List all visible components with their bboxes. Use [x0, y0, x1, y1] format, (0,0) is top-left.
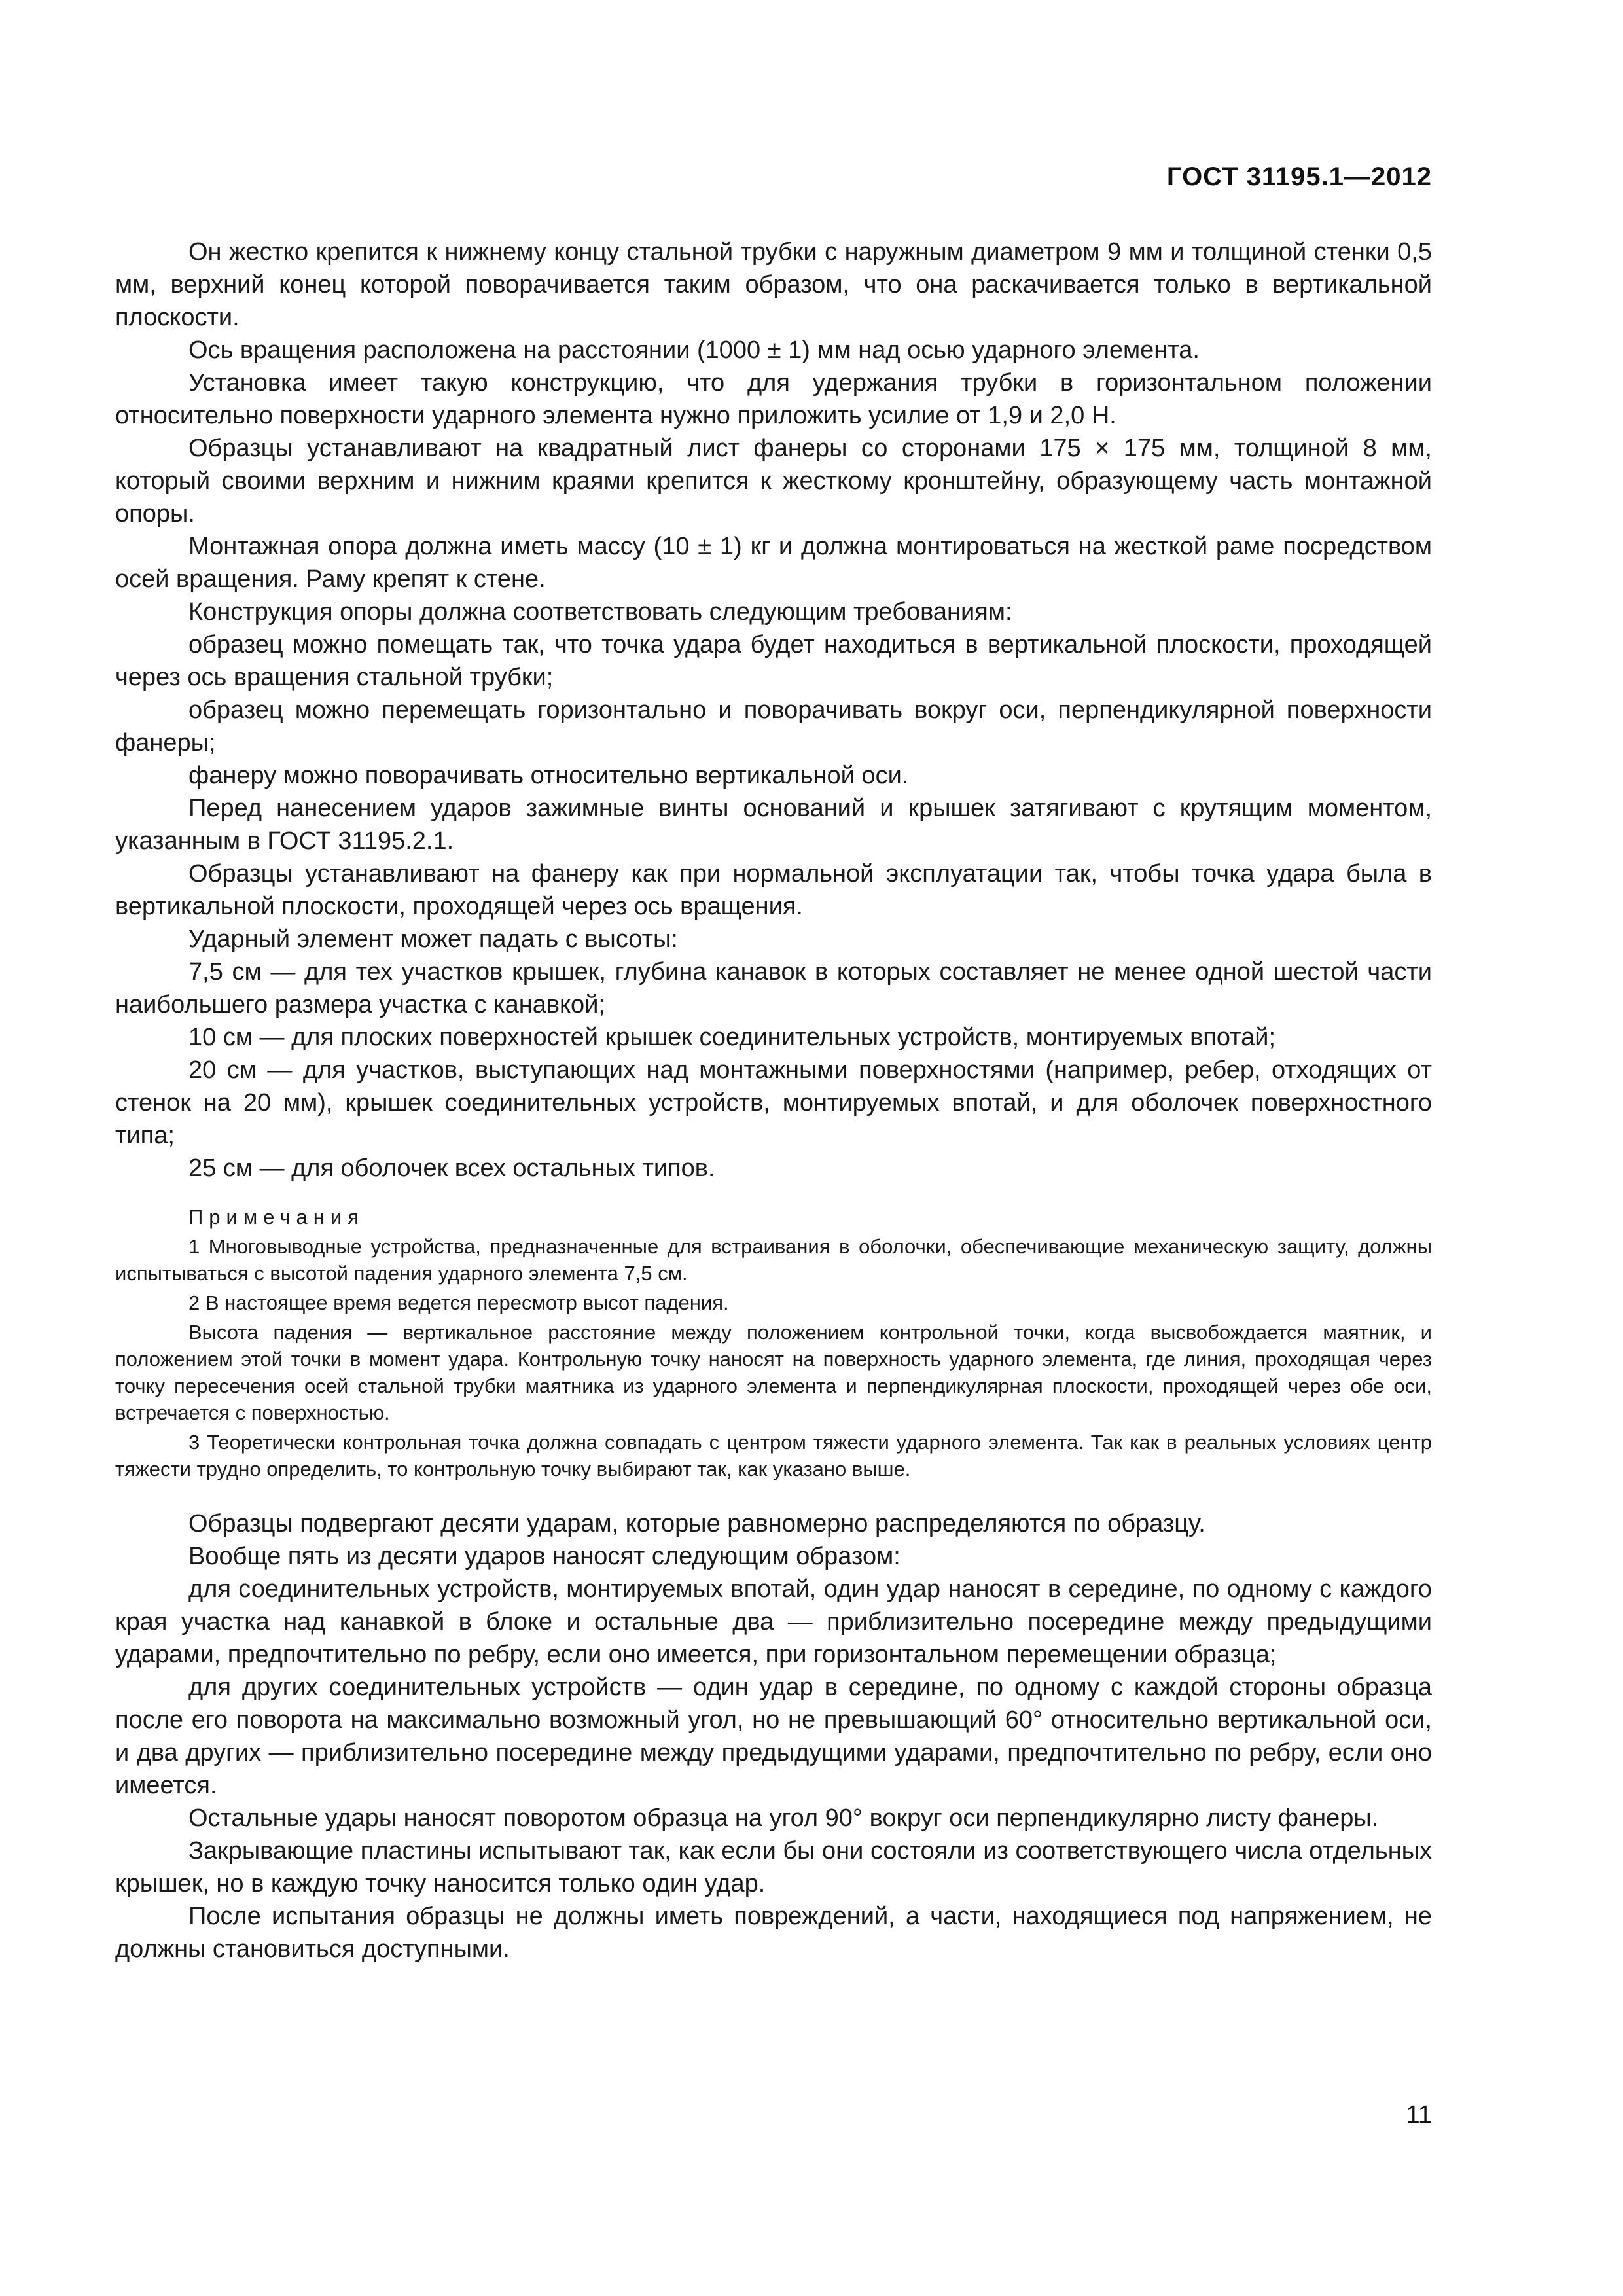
paragraph: Образцы устанавливают на фанеру как при нормальной эксплуатации так, чтобы точка удара была в вертикальной плоскости, проходящей через ось вращения.: [115, 860, 1432, 920]
list-item: образец можно перемещать горизонтально и поворачивать вокруг оси, перпендикулярной поверхности фанеры;: [115, 696, 1432, 757]
list-item: образец можно помещать так, что точка удара будет находиться в вертикальной плоскости, проходящей через ось вращения стальной трубки;: [115, 631, 1432, 691]
standard-header: ГОСТ 31195.1—2012: [1166, 162, 1432, 191]
paragraph: Вообще пять из десяти ударов наносят следующим образом:: [188, 1543, 901, 1570]
paragraph: Ударный элемент может падать с высоты:: [188, 925, 678, 953]
list-item: 7,5 см — для тех участков крышек, глубина канавок в которых составляет не менее одной шестой части наибольшего размера участка с канавкой;: [115, 958, 1432, 1018]
notes-title: Примечания: [188, 1206, 365, 1229]
note-item: 3 Теоретически контрольная точка должна совпадать с центром тяжести ударного элемента. Так как в реальных условиях центр тяжести трудно определить, то контрольную точку выбирают так, как указано выше.: [115, 1431, 1432, 1480]
paragraph: После испытания образцы не должны иметь повреждений, а части, находящиеся под напряжением, не должны становиться доступными.: [115, 1903, 1432, 1963]
notes-block: [115, 1204, 1432, 1482]
list-item: для соединительных устройств, монтируемых впотай, один удар наносят в середине, по одному с каждого края участка над канавкой в блоке и остальные два — приблизительно посередине между предыдущими ударами, предпочтительно по ребру, если оно имеется, при горизонтальном перемещении образца;: [115, 1575, 1432, 1668]
paragraph: Монтажная опора должна иметь массу (10 ± 1) кг и должна монтироваться на жесткой раме посредством осей вращения. Раму крепят к стене.: [115, 533, 1432, 593]
note-item: Высота падения — вертикальное расстояние между положением контрольной точки, когда высвобождается маятник, и положением этой точки в момент удара. Контрольную точку наносят на поверхность ударного элемента, где линия, проходящая через точку пересечения осей стальной трубки маятника из ударного элемента и перпендикулярная плоскости, проходящей через обе оси, встречается с поверхностью.: [115, 1321, 1432, 1424]
list-item: для других соединительных устройств — один удар в середине, по одному с каждой стороны образца после его поворота на максимально возможный угол, но не превышающий 60° относительно вертикальной оси, и два других — приблизительно посередине между предыдущими ударами, предпочтительно по ребру, если оно имеется.: [115, 1674, 1432, 1799]
paragraph: Установка имеет такую конструкцию, что для удержания трубки в горизонтальном положении относительно поверхности ударного элемента нужно приложить усилие от 1,9 и 2,0 Н.: [115, 369, 1432, 429]
note-item: 1 Многовыводные устройства, предназначенные для встраивания в оболочки, обеспечивающие механическую защиту, должны испытываться с высотой падения ударного элемента 7,5 см.: [115, 1235, 1432, 1285]
paragraph: Остальные удары наносят поворотом образца на угол 90° вокруг оси перпендикулярно листу фанеры.: [188, 1804, 1379, 1832]
paragraph: Образцы устанавливают на квадратный лист фанеры со сторонами 175 × 175 мм, толщиной 8 мм, который своими верхним и нижним краями крепится к жесткому кронштейну, образующему часть монтажной опоры.: [115, 435, 1432, 528]
page-number: 11: [1406, 2101, 1432, 2128]
list-item: фанеру можно поворачивать относительно вертикальной оси.: [188, 762, 909, 789]
list-item: 10 см — для плоских поверхностей крышек соединительных устройств, монтируемых впотай;: [188, 1024, 1276, 1051]
paragraph: Он жестко крепится к нижнему концу стальной трубки с наружным диаметром 9 мм и толщиной стенки 0,5 мм, верхний конец которой поворачивается таким образом, что она раскачивается только в вертикальной плоскости.: [115, 238, 1432, 331]
list-item: 25 см — для оболочек всех остальных типов.: [188, 1155, 715, 1182]
note-item: 2 В настоящее время ведется пересмотр высот падения.: [188, 1291, 729, 1314]
document-body: [115, 236, 1432, 1965]
paragraph: Перед нанесением ударов зажимные винты оснований и крышек затягивают с крутящим моментом, указанным в ГОСТ 31195.2.1.: [115, 795, 1432, 855]
list-item: 20 см — для участков, выступающих над монтажными поверхностями (например, ребер, отходящих от стенок на 20 мм), крышек соединительных устройств, монтируемых впотай, и для оболочек поверхностного типа;: [115, 1056, 1432, 1149]
paragraph: Конструкция опоры должна соответствовать следующим требованиям:: [188, 598, 1012, 626]
paragraph: Закрывающие пластины испытывают так, как если бы они состояли из соответствующего числа отдельных крышек, но в каждую точку наносится только один удар.: [115, 1837, 1432, 1897]
paragraph: Образцы подвергают десяти ударам, которые равномерно распределяются по образцу.: [188, 1510, 1205, 1537]
paragraph: Ось вращения расположена на расстоянии (1000 ± 1) мм над осью ударного элемента.: [188, 336, 1200, 364]
